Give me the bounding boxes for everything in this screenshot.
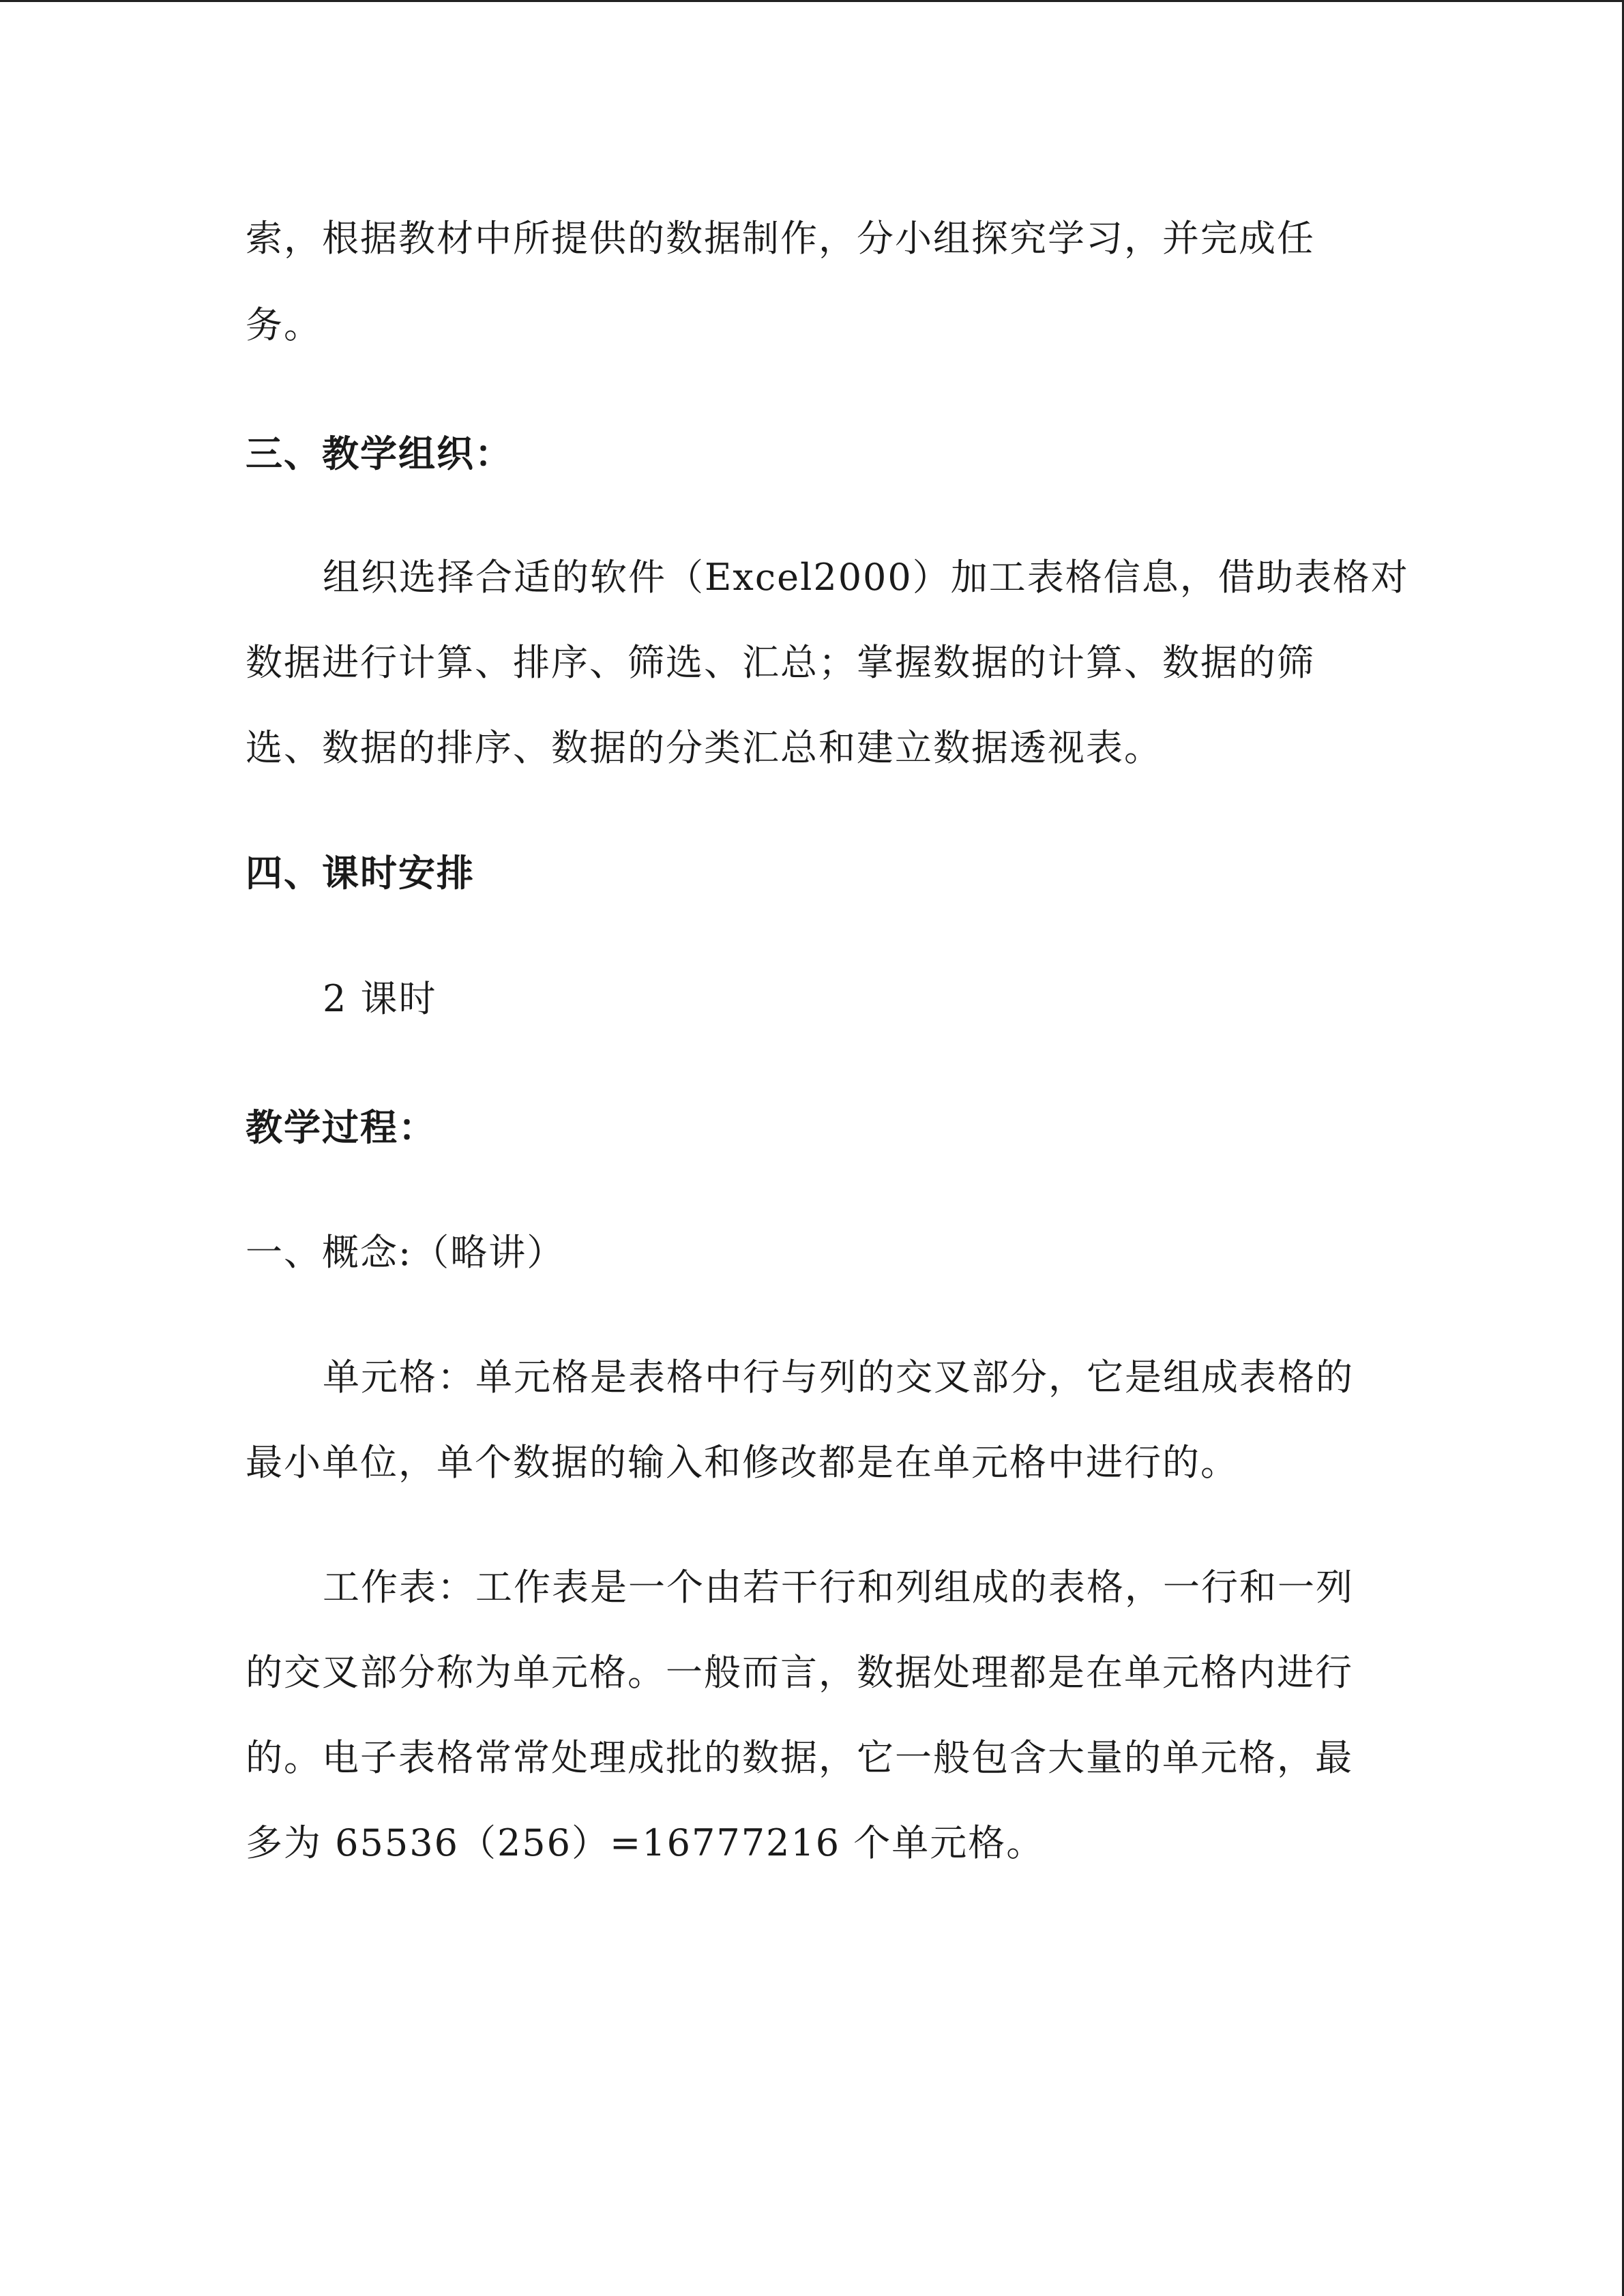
worksheet-definition-line-2: 的交叉部分称为单元格。一般而言，数据处理都是在单元格内进行 [246, 1651, 1353, 1694]
worksheet-definition-line-4: 多为 65536（256）=16777216 个单元格。 [246, 1821, 1045, 1864]
section-3-line-1: 组织选择合适的软件（Excel2000）加工表格信息，借助表格对 [323, 556, 1409, 599]
concept-heading: 一、概念:（略讲） [246, 1231, 565, 1274]
cell-definition-line-2: 最小单位，单个数据的输入和修改都是在单元格中进行的。 [246, 1441, 1239, 1484]
intro-line-1: 索，根据教材中所提供的数据制作，分小组探究学习，并完成任 [246, 217, 1315, 260]
process-heading: 教学过程： [246, 1105, 437, 1149]
worksheet-definition-line-3: 的。电子表格常常处理成批的数据，它一般包含大量的单元格，最 [246, 1736, 1353, 1779]
section-4-heading: 四、课时安排 [246, 851, 475, 895]
section-3-heading: 三、教学组织： [246, 432, 513, 475]
section-4-body: 2 课时 [323, 977, 437, 1020]
section-3-line-2: 数据进行计算、排序、筛选、汇总；掌握数据的计算、数据的筛 [246, 641, 1315, 684]
cell-definition-line-1: 单元格：单元格是表格中行与列的交叉部分，它是组成表格的 [323, 1356, 1354, 1399]
section-3-line-3: 选、数据的排序、数据的分类汇总和建立数据透视表。 [246, 726, 1162, 769]
worksheet-definition-line-1: 工作表：工作表是一个由若干行和列组成的表格，一行和一列 [323, 1566, 1354, 1609]
intro-line-2: 务。 [246, 303, 322, 346]
